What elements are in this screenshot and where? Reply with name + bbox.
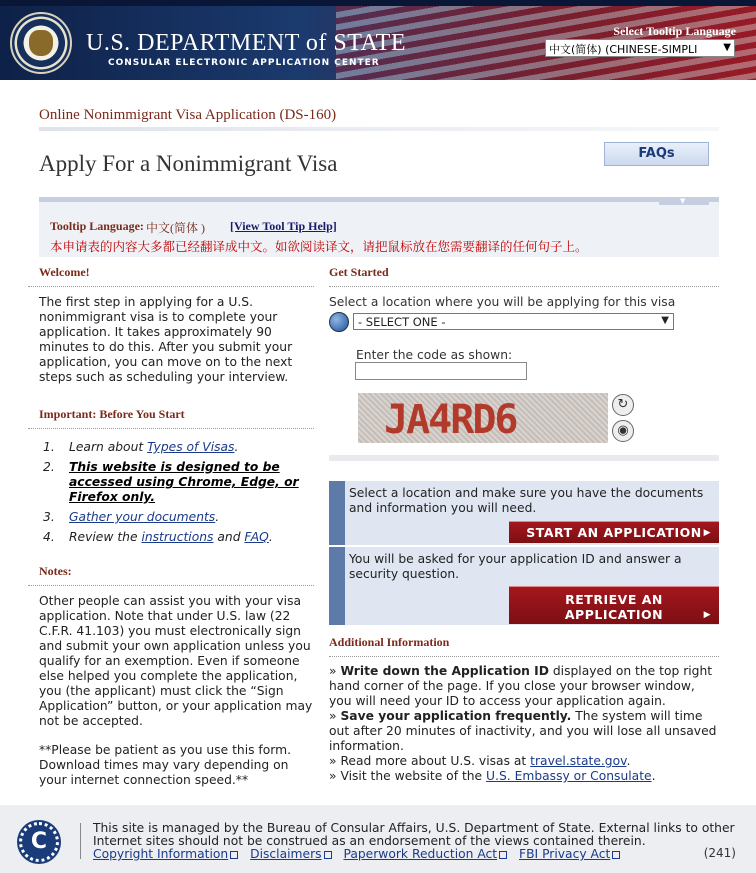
consular-affairs-logo-icon: C <box>19 822 59 862</box>
tooltip-box-label: Tooltip Language: <box>50 219 144 233</box>
department-title: U.S. DEPARTMENT of STATE <box>86 30 407 56</box>
divider <box>39 127 719 131</box>
paperwork-reduction-act-link[interactable]: Paperwork Reduction Act <box>343 847 507 861</box>
patience-note: **Please be patient as you use this form. Download times may vary depending on your internet connection speed.** <box>39 743 292 787</box>
travel-state-gov-link[interactable]: travel.state.gov <box>530 754 627 768</box>
disclaimers-link[interactable]: Disclaimers <box>250 847 331 861</box>
captcha-input[interactable] <box>355 362 527 380</box>
welcome-heading: Welcome! <box>39 265 90 279</box>
start-application-panel <box>329 481 719 545</box>
divider <box>28 286 314 287</box>
external-link-icon <box>230 851 238 859</box>
captcha-image: JA4RD6 <box>358 393 608 443</box>
view-tooltip-help-link[interactable]: [View Tool Tip Help] <box>230 219 337 233</box>
tooltip-message: 本申请表的内容大多都已经翻译成中文。如欲阅读译文，请把鼠标放在您需要翻译的任何句子上。 <box>50 239 588 254</box>
chevron-down-icon: ▼ <box>723 42 731 53</box>
get-started-heading: Get Started <box>329 265 389 279</box>
tooltip-box-value: 中文(简体 ) <box>146 221 205 235</box>
list-item: » Read more about U.S. visas at travel.state.gov. <box>329 754 631 768</box>
page-title: Apply For a Nonimmigrant Visa <box>39 151 338 176</box>
footer-links <box>93 847 628 861</box>
list-item: 3. Gather your documents. <box>43 510 220 524</box>
list-item: 1. Learn about Types of Visas. <box>43 440 239 454</box>
refresh-captcha-icon[interactable]: ↻ <box>612 394 634 416</box>
retrieve-application-button[interactable]: RETRIEVE AN APPLICATION ▶ <box>509 586 719 624</box>
divider <box>28 585 314 586</box>
faqs-button[interactable]: FAQs <box>604 142 709 166</box>
audio-captcha-icon[interactable]: ◉ <box>612 420 634 442</box>
important-heading: Important: Before You Start <box>39 407 185 421</box>
list-item: » Visit the website of the U.S. Embassy or Consulate. <box>329 769 656 783</box>
arrow-right-icon: ▶ <box>703 610 711 620</box>
top-bar <box>0 0 756 6</box>
globe-icon <box>329 312 349 332</box>
code-prompt: Enter the code as shown: <box>356 348 513 362</box>
start-application-button[interactable]: START AN APPLICATION ▶ <box>509 521 719 543</box>
list-item: 4. Review the instructions and FAQ. <box>43 530 273 544</box>
department-subtitle: CONSULAR ELECTRONIC APPLICATION CENTER <box>108 58 380 68</box>
external-link-icon <box>324 851 332 859</box>
page-counter: (241) <box>703 846 736 860</box>
footer-text: This site is managed by the Bureau of Consular Affairs, U.S. Department of State. External links to other Internet sites should not be construed as an endorsement of the views contained therein. <box>93 821 735 848</box>
list-item: 2. This website is designed to be accessed using Chrome, Edge, or Firefox only. <box>43 460 299 504</box>
types-of-visas-link[interactable]: Types of Visas <box>147 440 235 454</box>
arrow-right-icon: ▶ <box>703 528 711 538</box>
start-application-text: Select a location and make sure you have the documents and information you will need. <box>349 486 704 515</box>
list-item: » Save your application frequently. The system will time out after 20 minutes of inactivity, and you will lose all unsaved information. <box>329 709 717 753</box>
collapse-tab[interactable]: ▼ <box>659 197 709 205</box>
faq-link[interactable]: FAQ <box>244 530 269 544</box>
notes-text: Other people can assist you with your visa application. Note that under U.S. law (22 C.F.R. 41.103) you must electronically sign and submit your own application unless you qualify for an exemption. Even if someone else helped you complete the application, you (the applicant) must click the “Sign Application” button, or your application may not be accepted. <box>39 594 313 728</box>
divider <box>28 428 314 429</box>
gather-documents-link[interactable]: Gather your documents <box>69 510 216 524</box>
additional-info-list <box>329 664 721 784</box>
additional-info-heading: Additional Information <box>329 635 450 649</box>
copyright-information-link[interactable]: Copyright Information <box>93 847 238 861</box>
divider <box>329 286 719 287</box>
browser-notice: This website is designed to be accessed using Chrome, Edge, or Firefox only. <box>69 460 299 504</box>
chevron-down-icon: ▼ <box>661 315 669 326</box>
tooltip-language-box <box>39 197 719 257</box>
fbi-privacy-act-link[interactable]: FBI Privacy Act <box>519 847 620 861</box>
external-link-icon <box>499 851 507 859</box>
location-select-value: - SELECT ONE - <box>358 315 446 329</box>
footer <box>0 805 756 873</box>
divider <box>80 823 81 859</box>
breadcrumb: Online Nonimmigrant Visa Application (DS-160) <box>39 107 337 123</box>
tooltip-language-value: 中文(简体) (CHINESE-SIMPLI <box>549 43 698 56</box>
retrieve-application-text: You will be asked for your application ID and answer a security question. <box>349 552 682 581</box>
embassy-consulate-link[interactable]: U.S. Embassy or Consulate <box>486 769 652 783</box>
location-select[interactable] <box>353 313 674 330</box>
important-list <box>43 440 313 550</box>
notes-heading: Notes: <box>39 564 72 578</box>
retrieve-application-panel <box>329 547 719 625</box>
department-seal-icon <box>10 12 72 74</box>
tooltip-language-label: Select Tooltip Language <box>613 24 736 38</box>
external-link-icon <box>612 851 620 859</box>
list-item: » Write down the Application ID displayed on the top right hand corner of the page. If you close your browser window, you will need your ID to access your application again. <box>329 664 713 708</box>
header-banner <box>0 0 756 80</box>
tooltip-language-select[interactable] <box>545 39 735 57</box>
welcome-text: The first step in applying for a U.S. nonimmigrant visa is to complete your application. It takes approximately 90 minutes to do this. After you submit your application, you can move on to the next steps such as scheduling your interview. <box>39 295 293 384</box>
divider <box>329 656 719 657</box>
instructions-link[interactable]: instructions <box>141 530 214 544</box>
location-prompt: Select a location where you will be applying for this visa <box>329 295 676 309</box>
